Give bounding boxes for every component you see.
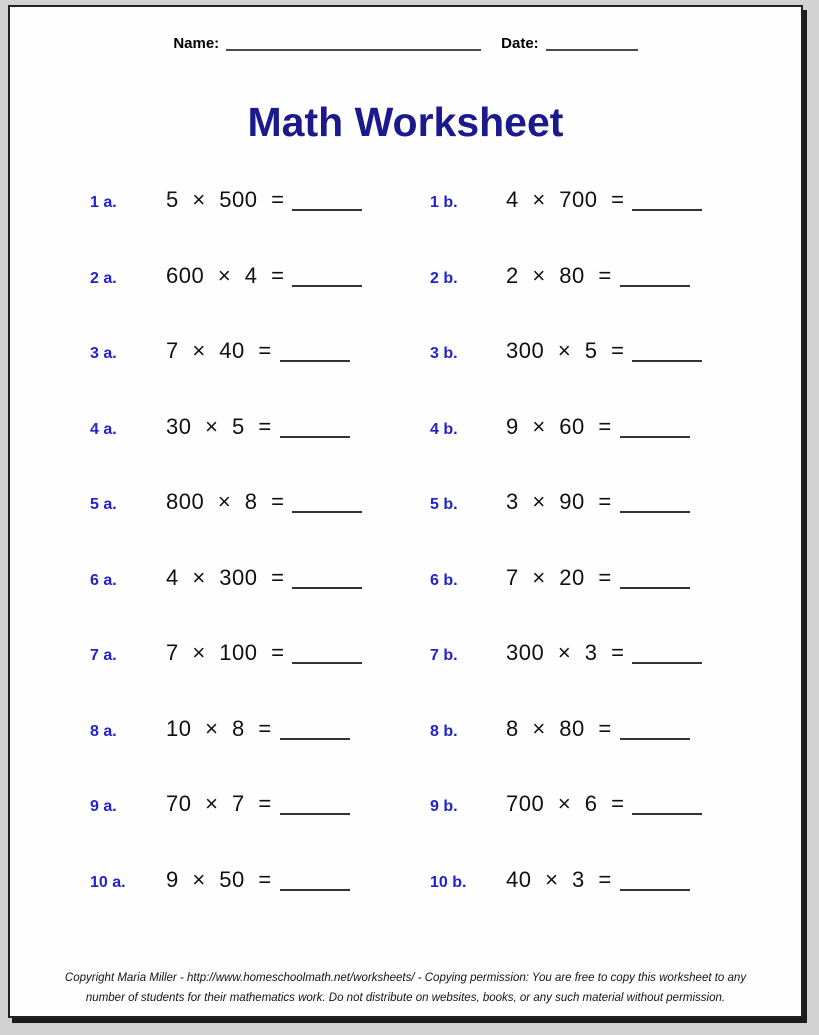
answer-blank — [620, 573, 690, 589]
answer-blank — [632, 648, 702, 664]
page-title: Math Worksheet — [247, 99, 564, 145]
problem-row-4 — [10, 414, 801, 490]
problem-8b — [430, 716, 690, 742]
problem-row-1 — [10, 187, 801, 263]
answer-blank — [620, 497, 690, 513]
problem-number-label: 7 a. — [90, 647, 117, 664]
answer-blank — [292, 573, 362, 589]
date-blank-line — [546, 37, 638, 51]
problem-expression: 5 × 500 = — [166, 187, 285, 212]
answer-blank — [620, 875, 690, 891]
problem-1a — [90, 187, 362, 213]
problem-expression: 7 × 100 = — [166, 640, 285, 665]
answer-blank — [280, 875, 350, 891]
answer-blank — [292, 497, 362, 513]
problem-row-3 — [10, 338, 801, 414]
problem-5a — [90, 489, 362, 515]
problem-expression: 3 × 90 = — [506, 489, 612, 514]
problem-row-10 — [10, 867, 801, 943]
problem-row-7 — [10, 640, 801, 716]
answer-blank — [632, 346, 702, 362]
answer-blank — [292, 271, 362, 287]
problem-2a — [90, 263, 362, 289]
problem-7b — [430, 640, 702, 666]
copyright-footer — [10, 968, 801, 1008]
problem-10a — [90, 867, 350, 893]
name-blank-line — [226, 37, 481, 51]
problem-expression: 9 × 50 = — [166, 866, 272, 892]
problem-7a — [90, 640, 362, 666]
problem-4b — [430, 414, 690, 440]
problem-10b — [430, 867, 690, 893]
problems-grid — [10, 187, 801, 942]
problem-number-label: 2 a. — [90, 269, 117, 287]
problem-expression: 2 × 80 = — [506, 262, 612, 288]
problem-expression: 7 × 40 = — [166, 338, 272, 363]
problem-number-label: 10 b. — [430, 873, 467, 891]
answer-blank — [620, 422, 690, 438]
problem-row-5 — [10, 489, 801, 565]
answer-blank — [620, 724, 690, 740]
problem-number-label: 10 a. — [90, 873, 126, 891]
problem-expression: 40 × 3 = — [506, 866, 612, 892]
problem-number-label: 8 a. — [90, 722, 117, 740]
problem-number-label: 2 b. — [430, 269, 458, 287]
problem-row-6 — [10, 565, 801, 641]
name-label: Name: — [173, 35, 220, 52]
problem-row-8 — [10, 716, 801, 792]
answer-blank — [620, 271, 690, 287]
problem-3a — [90, 338, 350, 364]
problem-number-label: 7 b. — [430, 647, 458, 664]
problem-expression: 4 × 300 = — [166, 564, 285, 590]
answer-blank — [292, 648, 362, 664]
problem-number-label: 1 b. — [430, 194, 458, 211]
problem-number-label: 8 b. — [430, 722, 458, 740]
problem-number-label: 5 a. — [90, 496, 117, 513]
problem-6a — [90, 565, 362, 591]
problem-expression: 300 × 3 = — [506, 640, 625, 665]
problem-number-label: 3 a. — [90, 345, 117, 362]
problem-expression: 4 × 700 = — [506, 187, 625, 212]
problem-2b — [430, 263, 690, 289]
problem-expression: 700 × 6 = — [506, 791, 625, 816]
answer-blank — [280, 422, 350, 438]
problem-number-label: 6 b. — [430, 571, 458, 589]
problem-4a — [90, 414, 350, 440]
problem-expression: 30 × 5 = — [166, 413, 272, 439]
answer-blank — [632, 195, 702, 211]
problem-expression: 70 × 7 = — [166, 791, 272, 816]
problem-expression: 300 × 5 = — [506, 338, 625, 363]
name-date-row — [10, 34, 801, 52]
problem-5b — [430, 489, 690, 515]
problem-number-label: 6 a. — [90, 571, 117, 589]
problem-number-label: 4 a. — [90, 420, 117, 438]
date-label: Date: — [501, 35, 539, 52]
problem-number-label: 9 a. — [90, 798, 117, 815]
problem-3b — [430, 338, 702, 364]
answer-blank — [632, 799, 702, 815]
problem-9b — [430, 791, 702, 817]
problem-expression: 8 × 80 = — [506, 715, 612, 741]
problem-number-label: 1 a. — [90, 194, 117, 211]
problem-1b — [430, 187, 702, 213]
problem-row-9 — [10, 791, 801, 867]
problem-expression: 9 × 60 = — [506, 413, 612, 439]
answer-blank — [280, 799, 350, 815]
copyright-line-1: Copyright Maria Miller - http://www.homeschoolmath.net/worksheets/ - Copying permission: You are free to copy this worksheet to any — [64, 972, 747, 984]
problem-expression: 600 × 4 = — [166, 262, 285, 288]
answer-blank — [280, 346, 350, 362]
problem-number-label: 3 b. — [430, 345, 458, 362]
problem-9a — [90, 791, 350, 817]
answer-blank — [280, 724, 350, 740]
problem-expression: 800 × 8 = — [166, 489, 285, 514]
answer-blank — [292, 195, 362, 211]
problem-number-label: 4 b. — [430, 420, 458, 438]
problem-number-label: 9 b. — [430, 798, 458, 815]
worksheet-page — [8, 5, 803, 1018]
copyright-line-2: number of students for their mathematics work. Do not distribute on websites, books, or any such material without permission. — [85, 992, 726, 1004]
problem-6b — [430, 565, 690, 591]
problem-8a — [90, 716, 350, 742]
problem-expression: 10 × 8 = — [166, 715, 272, 741]
problem-number-label: 5 b. — [430, 496, 458, 513]
problem-expression: 7 × 20 = — [506, 564, 612, 590]
problem-row-2 — [10, 263, 801, 339]
